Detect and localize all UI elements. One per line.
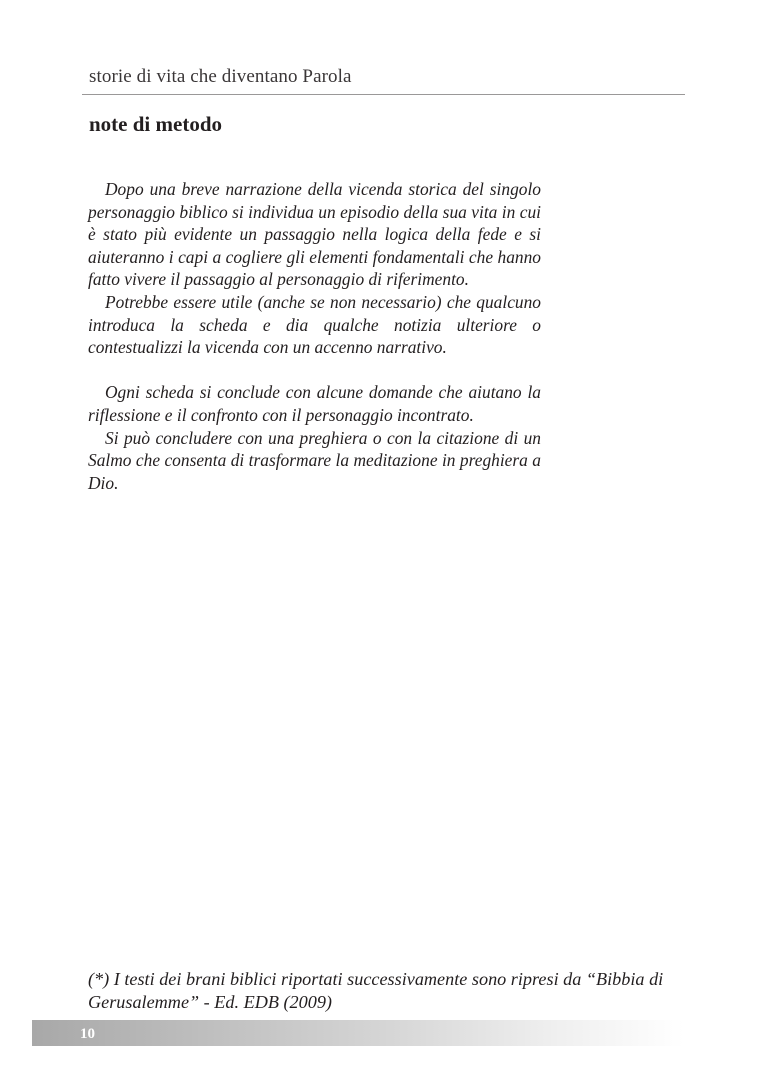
page-number: 10 (80, 1026, 95, 1042)
footnote: (*) I testi dei brani biblici riportati successivamente sono ripresi da “Bibbia di Gerusalemme” - Ed. EDB (2009) (88, 969, 664, 1012)
header-rule (82, 94, 685, 95)
paragraph-preghiera: Si può concludere con una preghiera o con la citazione di un Salmo che consenta di trasformare la meditazione in preghiera a Dio. (88, 427, 541, 493)
paragraph-domande: Ogni scheda si conclude con alcune domande che aiutano la riflessione e il confronto con il personaggio incontrato. (88, 382, 541, 425)
body-text (88, 178, 541, 494)
section-title: note di metodo (89, 112, 222, 136)
running-head: storie di vita che diventano Parola (89, 66, 352, 87)
paragraph-introduzione: Potrebbe essere utile (anche se non necessario) che qualcuno introduca la scheda e dia qualche notizia ulteriore o contestualizzi la vicenda con un accenno narrativo. (88, 291, 541, 358)
footer-band (32, 1020, 684, 1046)
paragraph-narrazione: Dopo una breve narrazione della vicenda storica del singolo personaggio biblico si individua un episodio della sua vita in cui è stato più evidente un passaggio nella logica della fede e si aiuteranno i capi a cogliere gli elementi fondamentali che hanno fatto vivere il passaggio al personaggio di riferimento. (88, 179, 541, 290)
